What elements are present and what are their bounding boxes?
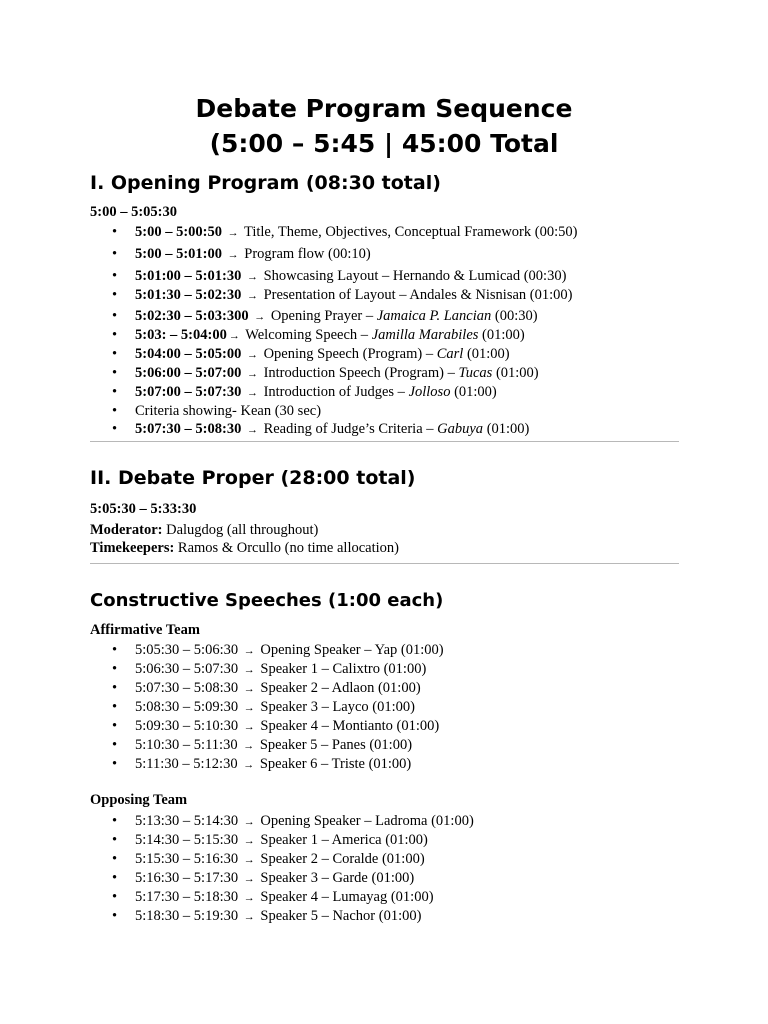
constructive-heading: Constructive Speeches (1:00 each) (90, 590, 444, 611)
list-item: • 5:17:30 – 5:18:30 → Speaker 4 – Lumayag (01:00) (112, 889, 434, 905)
list-item: • 5:07:30 – 5:08:30 → Reading of Judge’s Criteria – Gabuya (01:00) (112, 421, 530, 437)
list-item: • 5:07:30 – 5:08:30 → Speaker 2 – Adlaon (01:00) (112, 680, 421, 696)
affirmative-label: Affirmative Team (90, 622, 200, 638)
list-item: • 5:01:00 – 5:01:30 → Showcasing Layout – Hernando & Lumicad (00:30) (112, 268, 567, 284)
list-item: • 5:07:00 – 5:07:30 → Introduction of Judges – Jolloso (01:00) (112, 384, 497, 400)
moderator-label: Moderator: (90, 522, 163, 538)
opening-range: 5:00 – 5:05:30 (90, 204, 177, 220)
divider (90, 441, 679, 442)
list-item: • 5:16:30 – 5:17:30 → Speaker 3 – Garde (01:00) (112, 870, 415, 886)
opening-list (90, 223, 577, 439)
list-item: • 5:10:30 – 5:11:30 → Speaker 5 – Panes (01:00) (112, 737, 413, 753)
opposing-list (90, 812, 474, 926)
list-item: • 5:00 – 5:00:50 → Title, Theme, Objectives, Conceptual Framework (00:50) (112, 224, 578, 240)
debate-heading: II. Debate Proper (28:00 total) (90, 467, 416, 489)
timekeepers-value: Ramos & Orcullo (no time allocation) (174, 540, 399, 556)
list-item: • 5:06:30 – 5:07:30 → Speaker 1 – Calixtro (01:00) (112, 661, 427, 677)
timekeepers-label: Timekeepers: (90, 540, 175, 556)
list-item: • 5:08:30 – 5:09:30 → Speaker 3 – Layco (01:00) (112, 699, 415, 715)
list-item: • 5:04:00 – 5:05:00 → Opening Speech (Program) – Carl (01:00) (112, 346, 510, 362)
divider (90, 563, 679, 564)
list-item: • 5:00 – 5:01:00 → Program flow (00:10) (112, 246, 371, 262)
moderator-value: Dalugdog (all throughout) (162, 522, 319, 538)
list-item: • 5:02:30 – 5:03:300 → Opening Prayer – Jamaica P. Lancian (00:30) (112, 308, 538, 324)
timekeepers-line (90, 539, 399, 557)
list-item: • 5:14:30 – 5:15:30 → Speaker 1 – America (01:00) (112, 832, 428, 848)
list-item: • 5:06:00 – 5:07:00 → Introduction Speech (Program) – Tucas (01:00) (112, 365, 539, 381)
list-item: • 5:11:30 – 5:12:30 → Speaker 6 – Triste (01:00) (112, 756, 412, 772)
debate-range: 5:05:30 – 5:33:30 (90, 501, 197, 517)
title-line-2: (5:00 – 5:45 | 45:00 Total (209, 129, 559, 158)
document-title (0, 91, 768, 161)
list-item: • 5:09:30 – 5:10:30 → Speaker 4 – Montianto (01:00) (112, 718, 440, 734)
list-item: • 5:15:30 – 5:16:30 → Speaker 2 – Coralde (01:00) (112, 851, 425, 867)
list-item: • 5:13:30 – 5:14:30 → Opening Speaker – Ladroma (01:00) (112, 813, 474, 829)
opening-heading: I. Opening Program (08:30 total) (90, 172, 441, 194)
list-item: • 5:18:30 – 5:19:30 → Speaker 5 – Nachor (01:00) (112, 908, 422, 924)
list-item: • 5:05:30 – 5:06:30 → Opening Speaker – Yap (01:00) (112, 642, 444, 658)
moderator-line (90, 521, 318, 539)
list-item: • Criteria showing- Kean (30 sec) (112, 403, 322, 419)
list-item: • 5:03: – 5:04:00 → Welcoming Speech – Jamilla Marabiles (01:00) (112, 327, 525, 343)
opposing-label: Opposing Team (90, 792, 188, 808)
affirmative-list (90, 641, 444, 774)
list-item: • 5:01:30 – 5:02:30 → Presentation of Layout – Andales & Nisnisan (01:00) (112, 287, 573, 303)
title-line-1: Debate Program Sequence (195, 94, 573, 123)
